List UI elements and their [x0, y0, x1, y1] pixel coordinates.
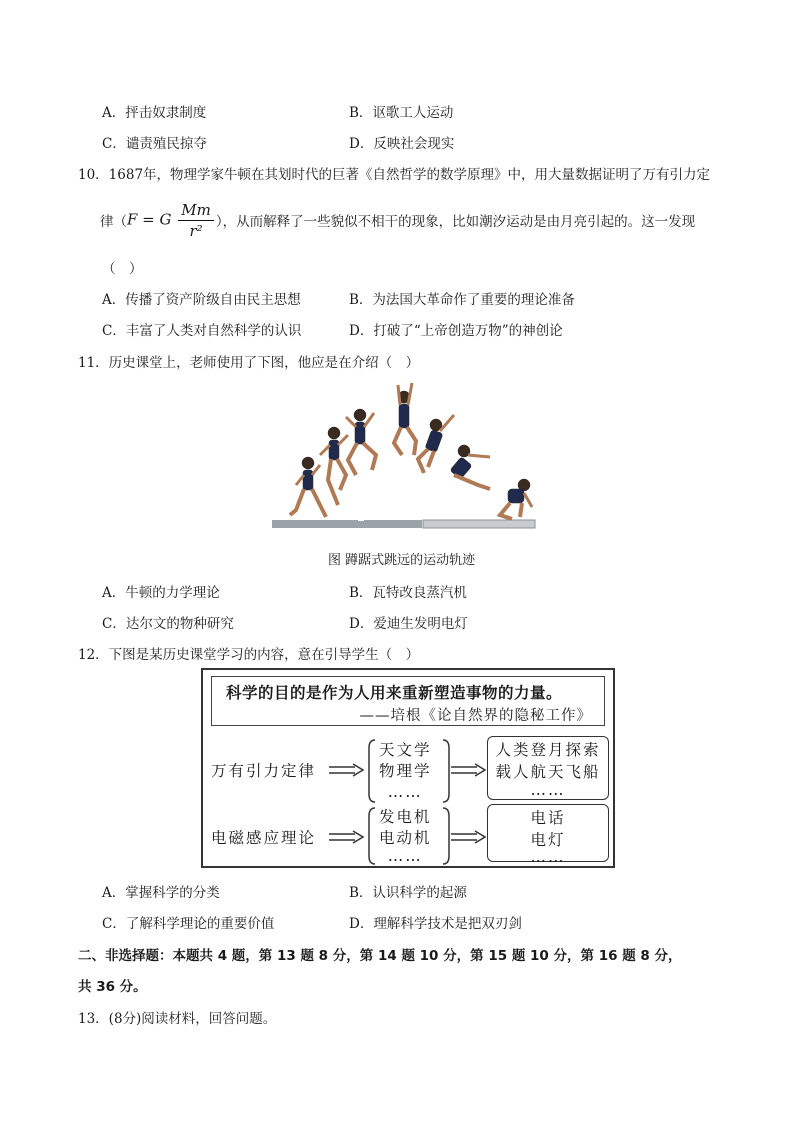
q11-option-a: A．牛顿的力学理论	[102, 585, 220, 601]
row2-middle-group	[379, 807, 432, 863]
athlete-pose-2	[320, 427, 348, 505]
quote-source: ——培根《论自然界的隐秘工作》	[359, 708, 592, 724]
row1-result-item: 人类登月探索	[495, 741, 601, 759]
long-jump-trajectory-image	[268, 375, 540, 535]
row2-label: 电磁感应理论	[211, 829, 317, 847]
row2-mid-item: 电动机	[379, 829, 432, 847]
row1-mid-item: ……	[387, 783, 423, 801]
q10-option-b: B．为法国大革命作了重要的理论准备	[349, 292, 575, 308]
figure-caption: 图 蹲踞式跳远的运动轨迹	[328, 553, 476, 568]
row2-mid-item: ……	[387, 847, 423, 865]
q10-stem-prefix: 律（	[100, 214, 127, 230]
quote-text: 科学的目的是作为人用来重新塑造事物的力量。	[226, 684, 563, 702]
double-arrow-icon	[449, 762, 489, 778]
row1-result-item: 载人航天飞船	[495, 763, 601, 781]
q9-option-a: A．抨击奴隶制度	[102, 105, 207, 121]
row2-mid-item: 发电机	[379, 808, 432, 826]
q12-option-a: A．掌握科学的分类	[102, 885, 220, 901]
formula-fraction	[178, 200, 214, 241]
row1-label: 万有引力定律	[211, 762, 317, 780]
q13-stem: 13．(8分)阅读材料，回答问题。	[78, 1011, 277, 1027]
gravity-formula	[127, 200, 216, 241]
quote-box	[211, 676, 605, 726]
q10-option-a: A．传播了资产阶级自由民主思想	[102, 292, 301, 308]
section2-heading-line2: 共 36 分。	[78, 979, 147, 995]
q10-stem-suffix: ），从而解释了一些貌似不相干的现象，比如潮汐运动是由月亮引起的。这一发现	[215, 214, 696, 230]
row1-mid-item: 物理学	[379, 762, 432, 780]
athlete-pose-4	[394, 383, 416, 455]
formula-denominator: r²	[189, 221, 203, 240]
q12-option-b: B．认识科学的起源	[349, 885, 467, 901]
row1-result-item: ……	[530, 781, 566, 799]
runway-strip	[272, 520, 422, 528]
q12-stem: 12．下图是某历史课堂学习的内容，意在引导学生（ ）	[78, 647, 420, 663]
q9-option-c: C．谴责殖民掠夺	[102, 136, 207, 152]
q10-option-c: C．丰富了人类对自然科学的认识	[102, 323, 302, 339]
q10-stem-line1: 10．1687年，物理学家牛顿在其划时代的巨著《自然哲学的数学原理》中，用大量数据证明了万有引力定	[78, 167, 711, 183]
row1-middle-group	[379, 740, 432, 803]
left-bracket-icon	[367, 738, 377, 804]
athlete-pose-3	[346, 409, 376, 475]
row2-result-item: 电灯	[530, 831, 566, 849]
section2-heading-line1: 二、非选择题：本题共 4 题，第 13 题 8 分，第 14 题 10 分，第 15 题 10 分，第 16 题 8 分，	[78, 948, 682, 964]
row2-result-item: ……	[530, 848, 566, 866]
q11-option-c: C．达尔文的物种研究	[102, 616, 234, 632]
q11-option-d: D．爱迪生发明电灯	[349, 616, 468, 632]
sand-pit	[423, 520, 535, 528]
q10-option-d: D．打破了“上帝创造万物”的神创论	[349, 323, 563, 339]
q10-answer-blank: （ ）	[102, 261, 143, 277]
q10-stem-line2	[100, 196, 695, 244]
q11-stem: 11．历史课堂上，老师使用了下图，他应是在介绍（ ）	[78, 355, 420, 371]
q9-option-b: B．讴歌工人运动	[349, 105, 454, 121]
double-arrow-icon	[327, 829, 367, 845]
q12-option-c: C．了解科学理论的重要价值	[102, 916, 275, 932]
formula-left: F = G	[127, 210, 172, 228]
athlete-pose-1	[290, 457, 326, 517]
row1-mid-item: 天文学	[379, 741, 432, 759]
athlete-pose-7	[500, 479, 532, 519]
q12-option-d: D．理解科学技术是把双刃剑	[349, 916, 522, 932]
science-diagram	[201, 668, 615, 868]
formula-numerator: Mm	[178, 200, 214, 221]
row2-result-box	[487, 804, 609, 866]
double-arrow-icon	[327, 762, 367, 778]
athlete-pose-5	[418, 415, 454, 473]
row1-result-box	[487, 736, 609, 800]
row2-result-item: 电话	[530, 809, 566, 827]
double-arrow-icon	[449, 829, 489, 845]
left-bracket-icon	[367, 806, 377, 866]
q11-option-b: B．瓦特改良蒸汽机	[349, 585, 467, 601]
athlete-pose-6	[450, 445, 490, 489]
q9-option-d: D．反映社会现实	[349, 136, 455, 152]
